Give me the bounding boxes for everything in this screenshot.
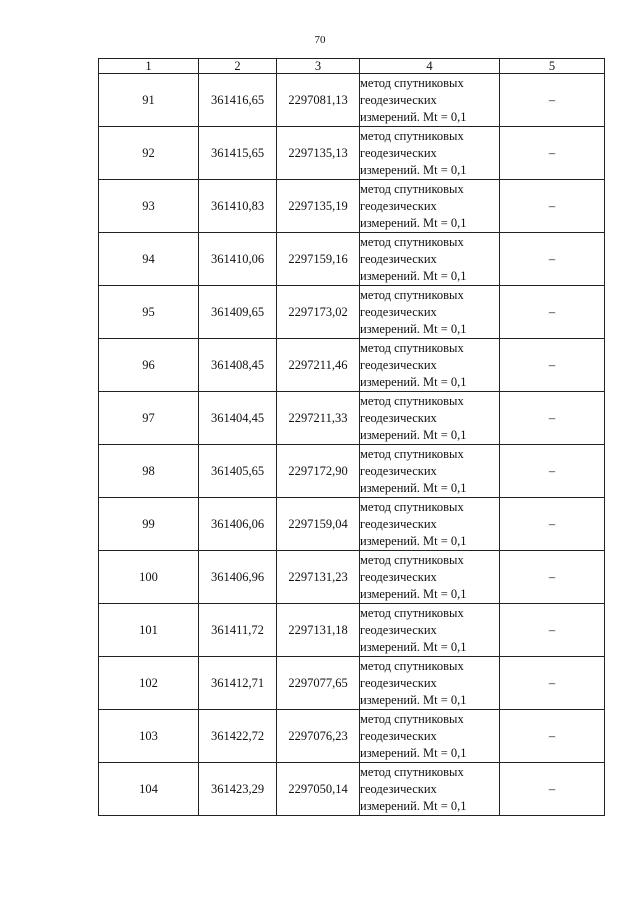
- method-text-line: метод спутниковых: [360, 393, 464, 408]
- method-text-line: геодезических: [360, 357, 437, 372]
- table-row: [99, 498, 605, 551]
- method-text-line: измерений. Mt = 0,1: [360, 639, 467, 654]
- method-text-line: метод спутниковых: [360, 605, 464, 620]
- x-coordinate-cell: 361410,83: [199, 180, 277, 233]
- point-number-cell: 92: [99, 127, 199, 180]
- method-text-line: измерений. Mt = 0,1: [360, 692, 467, 707]
- method-text-line: геодезических: [360, 781, 437, 796]
- method-cell: [360, 657, 500, 710]
- method-text-line: метод спутниковых: [360, 499, 464, 514]
- point-number-cell: 91: [99, 74, 199, 127]
- x-coordinate-cell: 361410,06: [199, 233, 277, 286]
- x-coordinate-cell: 361406,96: [199, 551, 277, 604]
- column-header-1: 1: [99, 59, 199, 74]
- method-cell: [360, 127, 500, 180]
- table-body: [99, 74, 605, 816]
- y-coordinate-cell: 2297081,13: [277, 74, 360, 127]
- note-cell: –: [500, 604, 605, 657]
- note-cell: –: [500, 498, 605, 551]
- method-text-line: геодезических: [360, 516, 437, 531]
- method-text-line: метод спутниковых: [360, 287, 464, 302]
- method-text-line: измерений. Mt = 0,1: [360, 798, 467, 813]
- point-number-cell: 95: [99, 286, 199, 339]
- table-row: [99, 339, 605, 392]
- method-text-line: измерений. Mt = 0,1: [360, 480, 467, 495]
- method-text-line: измерений. Mt = 0,1: [360, 109, 467, 124]
- y-coordinate-cell: 2297173,02: [277, 286, 360, 339]
- y-coordinate-cell: 2297211,46: [277, 339, 360, 392]
- x-coordinate-cell: 361406,06: [199, 498, 277, 551]
- method-cell: [360, 445, 500, 498]
- method-text-line: измерений. Mt = 0,1: [360, 162, 467, 177]
- y-coordinate-cell: 2297077,65: [277, 657, 360, 710]
- x-coordinate-cell: 361412,71: [199, 657, 277, 710]
- method-text-line: измерений. Mt = 0,1: [360, 268, 467, 283]
- x-coordinate-cell: 361422,72: [199, 710, 277, 763]
- x-coordinate-cell: 361409,65: [199, 286, 277, 339]
- note-cell: –: [500, 233, 605, 286]
- y-coordinate-cell: 2297172,90: [277, 445, 360, 498]
- method-text-line: измерений. Mt = 0,1: [360, 215, 467, 230]
- point-number-cell: 93: [99, 180, 199, 233]
- y-coordinate-cell: 2297135,13: [277, 127, 360, 180]
- note-cell: –: [500, 74, 605, 127]
- x-coordinate-cell: 361415,65: [199, 127, 277, 180]
- method-text-line: измерений. Mt = 0,1: [360, 586, 467, 601]
- method-text-line: геодезических: [360, 463, 437, 478]
- column-header-3: 3: [277, 59, 360, 74]
- note-cell: –: [500, 392, 605, 445]
- method-text-line: метод спутниковых: [360, 764, 464, 779]
- y-coordinate-cell: 2297135,19: [277, 180, 360, 233]
- method-text-line: метод спутниковых: [360, 75, 464, 90]
- x-coordinate-cell: 361405,65: [199, 445, 277, 498]
- column-header-4: 4: [360, 59, 500, 74]
- y-coordinate-cell: 2297076,23: [277, 710, 360, 763]
- method-text-line: метод спутниковых: [360, 446, 464, 461]
- y-coordinate-cell: 2297211,33: [277, 392, 360, 445]
- y-coordinate-cell: 2297159,04: [277, 498, 360, 551]
- note-cell: –: [500, 657, 605, 710]
- method-text-line: метод спутниковых: [360, 234, 464, 249]
- point-number-cell: 96: [99, 339, 199, 392]
- method-text-line: геодезических: [360, 622, 437, 637]
- note-cell: –: [500, 763, 605, 816]
- table-row: [99, 180, 605, 233]
- method-text-line: метод спутниковых: [360, 552, 464, 567]
- note-cell: –: [500, 445, 605, 498]
- table-row: [99, 551, 605, 604]
- y-coordinate-cell: 2297131,18: [277, 604, 360, 657]
- table-row: [99, 604, 605, 657]
- method-text-line: измерений. Mt = 0,1: [360, 321, 467, 336]
- method-text-line: геодезических: [360, 728, 437, 743]
- point-number-cell: 101: [99, 604, 199, 657]
- method-cell: [360, 551, 500, 604]
- table-row: [99, 233, 605, 286]
- method-text-line: метод спутниковых: [360, 711, 464, 726]
- method-text-line: геодезических: [360, 251, 437, 266]
- method-text-line: измерений. Mt = 0,1: [360, 374, 467, 389]
- method-text-line: измерений. Mt = 0,1: [360, 427, 467, 442]
- point-number-cell: 98: [99, 445, 199, 498]
- method-text-line: геодезических: [360, 145, 437, 160]
- point-number-cell: 97: [99, 392, 199, 445]
- method-cell: [360, 233, 500, 286]
- x-coordinate-cell: 361411,72: [199, 604, 277, 657]
- method-cell: [360, 710, 500, 763]
- x-coordinate-cell: 361423,29: [199, 763, 277, 816]
- table-header-row: [99, 59, 605, 74]
- point-number-cell: 94: [99, 233, 199, 286]
- method-cell: [360, 74, 500, 127]
- point-number-cell: 99: [99, 498, 199, 551]
- point-number-cell: 102: [99, 657, 199, 710]
- note-cell: –: [500, 339, 605, 392]
- column-header-5: 5: [500, 59, 605, 74]
- method-cell: [360, 763, 500, 816]
- table-row: [99, 763, 605, 816]
- note-cell: –: [500, 286, 605, 339]
- point-number-cell: 100: [99, 551, 199, 604]
- x-coordinate-cell: 361408,45: [199, 339, 277, 392]
- method-text-line: геодезических: [360, 304, 437, 319]
- point-number-cell: 103: [99, 710, 199, 763]
- method-text-line: геодезических: [360, 410, 437, 425]
- x-coordinate-cell: 361416,65: [199, 74, 277, 127]
- method-cell: [360, 392, 500, 445]
- method-text-line: метод спутниковых: [360, 340, 464, 355]
- note-cell: –: [500, 127, 605, 180]
- method-cell: [360, 180, 500, 233]
- method-text-line: метод спутниковых: [360, 658, 464, 673]
- method-text-line: геодезических: [360, 198, 437, 213]
- method-cell: [360, 498, 500, 551]
- table-row: [99, 127, 605, 180]
- method-text-line: геодезических: [360, 675, 437, 690]
- column-header-2: 2: [199, 59, 277, 74]
- table-row: [99, 392, 605, 445]
- note-cell: –: [500, 551, 605, 604]
- coordinates-table: [98, 58, 605, 816]
- method-cell: [360, 339, 500, 392]
- table-row: [99, 710, 605, 763]
- note-cell: –: [500, 180, 605, 233]
- table-row: [99, 445, 605, 498]
- method-text-line: метод спутниковых: [360, 128, 464, 143]
- note-cell: –: [500, 710, 605, 763]
- method-text-line: метод спутниковых: [360, 181, 464, 196]
- method-text-line: геодезических: [360, 569, 437, 584]
- y-coordinate-cell: 2297159,16: [277, 233, 360, 286]
- y-coordinate-cell: 2297050,14: [277, 763, 360, 816]
- method-cell: [360, 286, 500, 339]
- method-text-line: геодезических: [360, 92, 437, 107]
- point-number-cell: 104: [99, 763, 199, 816]
- y-coordinate-cell: 2297131,23: [277, 551, 360, 604]
- table-row: [99, 657, 605, 710]
- method-text-line: измерений. Mt = 0,1: [360, 745, 467, 760]
- page-number: 70: [314, 34, 326, 46]
- x-coordinate-cell: 361404,45: [199, 392, 277, 445]
- table-row: [99, 286, 605, 339]
- method-cell: [360, 604, 500, 657]
- table-row: [99, 74, 605, 127]
- method-text-line: измерений. Mt = 0,1: [360, 533, 467, 548]
